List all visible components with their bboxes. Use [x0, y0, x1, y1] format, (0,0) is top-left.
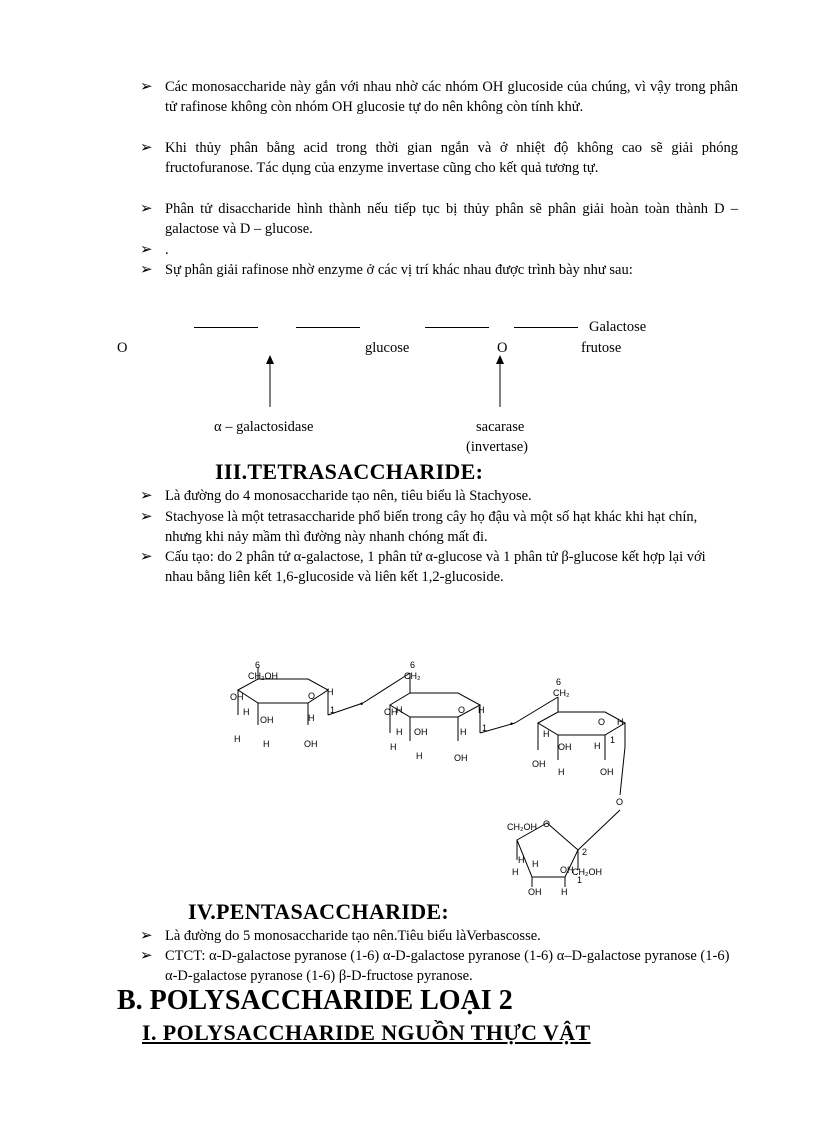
oxygen-mid-label: O [497, 340, 508, 356]
tetrasaccharide-heading: III.TETRASACCHARIDE: [215, 459, 484, 484]
enzyme-galactosidase-label: α – galactosidase [214, 419, 314, 435]
hydrogen-label: H [532, 859, 539, 869]
hydrogen-label: H [396, 727, 403, 737]
hydrogen-label: H [594, 741, 601, 751]
carbon-6-label: 6 [556, 677, 562, 687]
bullet-item [140, 507, 730, 547]
bond-line [194, 327, 258, 328]
ch2-group-label: CH₂ [404, 671, 421, 681]
bullet-text: Là đường do 4 monosaccharide tạo nên, tiêu biểu là Stachyose. [165, 488, 532, 504]
hydrogen-label: H [396, 705, 403, 715]
bullet-item [140, 138, 738, 178]
hydrogen-label: H [518, 855, 525, 865]
hydroxyl-label: OH [532, 759, 546, 769]
oxygen-left-label: O [117, 340, 128, 356]
ch2-group-label: CH₂ [553, 688, 570, 698]
ring-oxygen-label: O [543, 819, 551, 829]
hydrogen-label: H [308, 713, 315, 723]
bullet-text: Sự phân giải rafinose nhờ enzyme ở các vị trí khác nhau được trình bày như sau: [165, 262, 633, 278]
glycosidic-oxygen-label: O [616, 797, 624, 807]
enzyme-invertase-label: (invertase) [466, 439, 528, 455]
hydrogen-label: H [478, 705, 485, 715]
bullet-item [140, 77, 738, 117]
hydroxyl-label: OH [304, 739, 318, 749]
bullet-text: Stachyose là một tetrasaccharide phổ biến trong cây họ đậu và một số hạt khác khi hạt chín, nhưng khi nảy mầm thì đường này nhanh chóng mất đi. [165, 509, 698, 545]
hydroxyl-label: OH [260, 715, 274, 725]
arrow-bullet-icon: ➢ [140, 948, 153, 964]
bullet-text: Là đường do 5 monosaccharide tạo nên.Tiêu biểu làVerbascosse. [165, 928, 541, 944]
arrow-bullet-icon: ➢ [140, 928, 153, 944]
hydrogen-label: H [263, 739, 270, 749]
arrow-bullet-icon: ➢ [140, 488, 153, 504]
arrow-bullet-icon: ➢ [140, 79, 153, 95]
bullet-item [140, 260, 738, 280]
hydroxyl-label: OH [560, 865, 574, 875]
carbon-1-label: 1 [610, 735, 616, 745]
bullet-item [140, 547, 730, 587]
pentasaccharide-heading: IV.PENTASACCHARIDE: [188, 899, 449, 924]
bullet-item [140, 926, 730, 946]
bullet-text: CTCT: α-D-galactose pyranose (1-6) α-D-galactose pyranose (1-6) α–D-galactose pyranose (1-6) α-D-galactose pyranose (1-6) β-D-fructose pyranose. [165, 948, 730, 984]
hydrogen-label: H [543, 729, 550, 739]
hydrogen-label: H [617, 717, 624, 727]
bullet-item [140, 486, 738, 506]
up-arrow-icon [492, 355, 508, 407]
hydrogen-label: H [512, 867, 519, 877]
hydroxyl-label: OH [600, 767, 614, 777]
hydrogen-label: H [460, 727, 467, 737]
bullet-text: Cấu tạo: do 2 phân tử α-galactose, 1 phân tử α-glucose và 1 phân tử β-glucose kết hợp lại với nhau bằng liên kết 1,6-glucoside và liên kết 1,2-glucoside. [165, 549, 706, 585]
arrow-bullet-icon: ➢ [140, 509, 153, 525]
ring-oxygen-label: O [308, 691, 316, 701]
arrow-bullet-icon: ➢ [140, 549, 153, 565]
bullet-text: Khi thủy phân bằng acid trong thời gian ngắn và ở nhiệt độ không cao sẽ giải phóng fructofuranose. Tác dụng của enzyme invertase cũng cho kết quả tương tự. [165, 140, 738, 176]
bullet-item [140, 199, 738, 239]
hydroxyl-label: OH [558, 742, 572, 752]
bullet-item [140, 946, 730, 986]
arrow-bullet-icon: ➢ [140, 262, 153, 278]
hydrogen-label: H [416, 751, 423, 761]
up-arrow-icon [262, 355, 278, 407]
hydrogen-label: H [243, 707, 250, 717]
hydrogen-label: H [234, 734, 241, 744]
fructose-label: frutose [581, 340, 622, 356]
hydroxyl-label: OH [454, 753, 468, 763]
ch2oh-group-label: CH₂OH [507, 822, 537, 832]
hydrogen-label: H [558, 767, 565, 777]
bullet-text: Các monosaccharide này gắn với nhau nhờ các nhóm OH glucoside của chúng, vì vậy trong phân tử rafinose không còn nhóm OH glucosie tự do nên không còn tính khử. [165, 79, 738, 115]
carbon-1-label: 1 [330, 705, 336, 715]
hydroxyl-label: OH [384, 707, 398, 717]
pyranose-ring-2 [390, 693, 480, 717]
hydroxyl-label: OH [528, 887, 542, 897]
ring-oxygen-label: O [458, 705, 466, 715]
hydroxyl-label: OH [414, 727, 428, 737]
polysaccharide-heading: B. POLYSACCHARIDE LOẠI 2 [117, 985, 513, 1016]
linkage-dot-label: • [360, 699, 364, 709]
hydrogen-label: H [327, 687, 334, 697]
carbon-1-label: 1 [482, 723, 488, 733]
bullet-text: Phân tử disaccharide hình thành nếu tiếp tục bị thủy phân sẽ phân giải hoàn toàn thành D – galactose và D – glucose. [165, 201, 738, 237]
ch2oh-group-label: CH₂OH [572, 867, 602, 877]
bond-line [296, 327, 360, 328]
arrow-bullet-icon: ➢ [140, 201, 153, 217]
bullet-item [140, 240, 738, 260]
hydrogen-label: H [561, 887, 568, 897]
galactose-label: Galactose [589, 319, 647, 335]
carbon-2-label: 2 [582, 847, 588, 857]
carbon-6-label: 6 [410, 660, 416, 670]
linkage-dot-label: • [510, 719, 514, 729]
carbon-6-label: 6 [255, 660, 261, 670]
stachyose-structure [220, 655, 640, 900]
plant-polysaccharide-subheading: I. POLYSACCHARIDE NGUỒN THỰC VẬT [142, 1020, 591, 1045]
ch2oh-group-label: CH₂OH [248, 671, 278, 681]
arrow-bullet-icon: ➢ [140, 242, 153, 258]
arrow-bullet-icon: ➢ [140, 140, 153, 156]
bullet-text: . [165, 242, 169, 258]
bond-line [425, 327, 489, 328]
enzyme-sacarase-label: sacarase [476, 419, 525, 435]
hydroxyl-label: OH [230, 692, 244, 702]
carbon-1-label: 1 [577, 875, 583, 885]
glucose-label: glucose [365, 340, 410, 356]
bond-line [514, 327, 578, 328]
ring-oxygen-label: O [598, 717, 606, 727]
hydrogen-label: H [390, 742, 397, 752]
pyranose-ring-3 [538, 712, 625, 735]
